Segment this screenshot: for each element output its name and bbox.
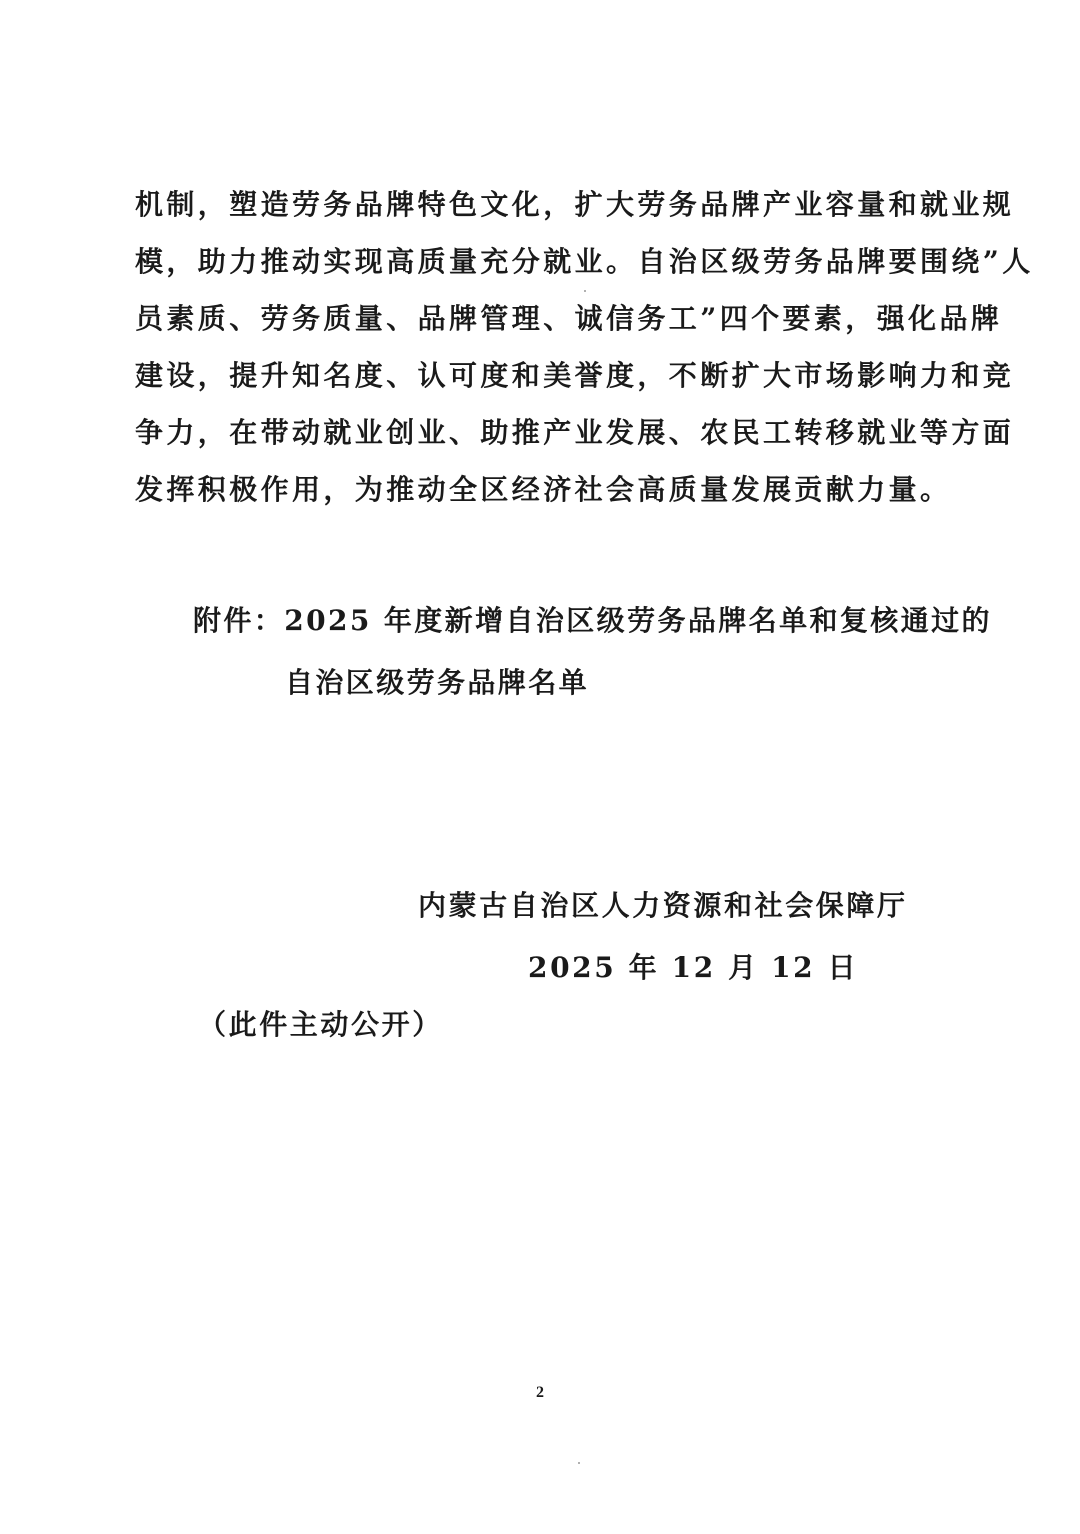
body-line: 争力，在带动就业创业、助推产业发展、农民工转移就业等方面 <box>135 416 1015 449</box>
scan-speck <box>578 1462 580 1464</box>
issue-date: 2025 年 12 月 12 日 <box>528 951 859 984</box>
attachment-note <box>193 590 992 714</box>
attachment-line: 附件：2025 年度新增自治区级劳务品牌名单和复核通过的 <box>193 604 992 637</box>
page-number: 2 <box>536 1384 544 1401</box>
body-line: 发挥积极作用，为推动全区经济社会高质量发展贡献力量。 <box>135 473 952 506</box>
attachment-line: 自治区级劳务品牌名单 <box>285 666 590 699</box>
body-paragraph <box>135 176 1034 518</box>
disclosure-note: （此件主动公开） <box>198 1008 443 1041</box>
issuing-organization: 内蒙古自治区人力资源和社会保障厅 <box>418 889 908 922</box>
body-line: 建设，提升知名度、认可度和美誉度，不断扩大市场影响力和竞 <box>135 359 1015 392</box>
body-line: 机制，塑造劳务品牌特色文化，扩大劳务品牌产业容量和就业规 <box>135 188 1015 221</box>
body-line: 模，助力推动实现高质量充分就业。自治区级劳务品牌要围绕”人 <box>135 245 1034 278</box>
scan-speck <box>584 290 586 292</box>
body-line: 员素质、劳务质量、品牌管理、诚信务工”四个要素，强化品牌 <box>135 302 1003 335</box>
